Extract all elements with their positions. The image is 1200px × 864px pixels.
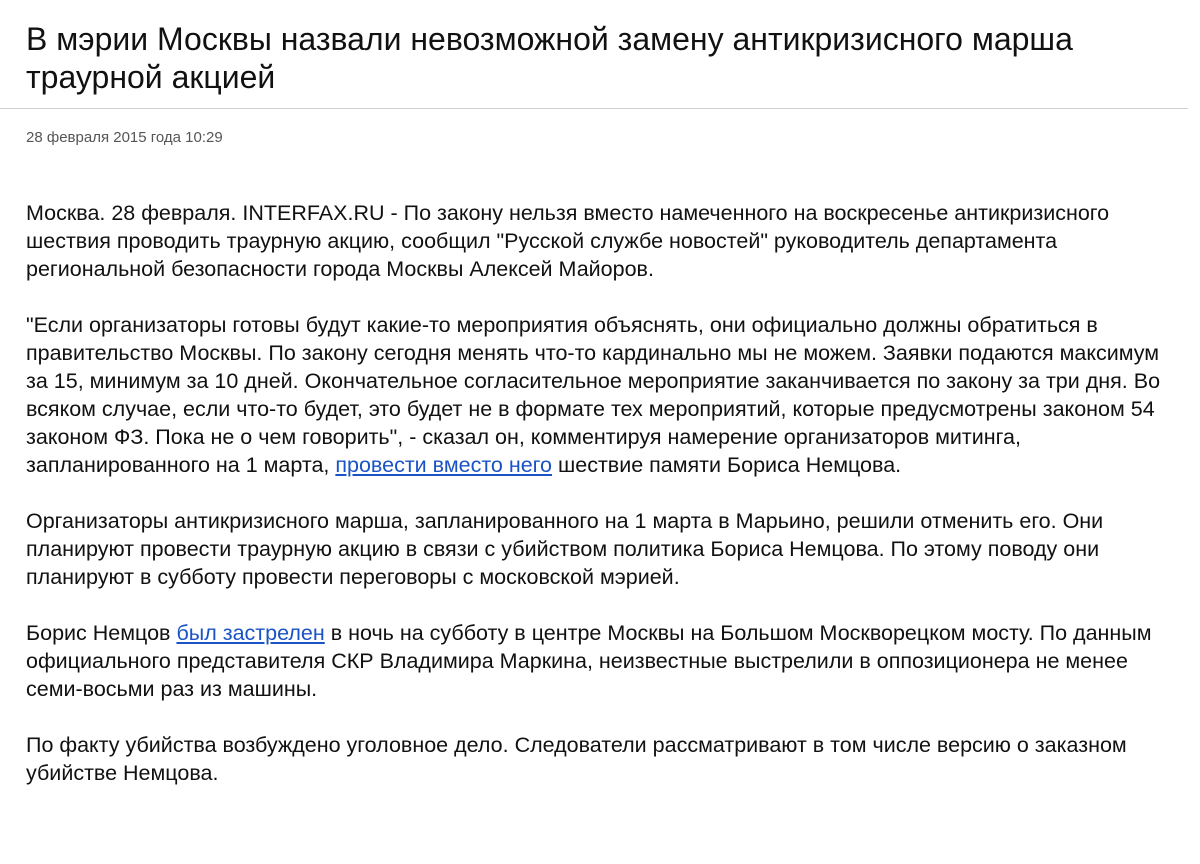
link-was-shot[interactable]: был застрелен <box>176 621 325 645</box>
paragraph-4-text-start: Борис Немцов <box>26 621 177 645</box>
article-body <box>26 199 1176 815</box>
paragraph-4-text-end: в ночь на субботу в центре Москвы на Большом Москворецком мосту. По данным официального представителя СКР Владимира Маркина, неизвестные выстрелили в оппозиционера не менее семи-восьми раз из машины. <box>26 621 1152 701</box>
paragraph-4 <box>26 619 1176 703</box>
paragraph-2-text-end: шествие памяти Бориса Немцова. <box>552 453 902 477</box>
paragraph-5: По факту убийства возбуждено уголовное дело. Следователи рассматривают в том числе версию о заказном убийстве Немцова. <box>26 733 1127 785</box>
link-instead-of-it[interactable]: провести вместо него <box>335 453 553 477</box>
article-date: 28 февраля 2015 года 10:29 <box>26 129 223 146</box>
paragraph-2 <box>26 311 1176 479</box>
paragraph-1: Москва. 28 февраля. INTERFAX.RU - По закону нельзя вместо намеченного на воскресенье антикризисного шествия проводить траурную акцию, сообщил "Русской службе новостей" руководитель департамента региональной безопасности города Москвы Алексей Майоров. <box>26 201 1110 281</box>
article-title: В мэрии Москвы назвали невозможной замену антикризисного марша траурной акцией <box>26 21 1073 95</box>
paragraph-3: Организаторы антикризисного марша, запланированного на 1 марта в Марьино, решили отменить его. Они планируют провести траурную акцию в связи с убийством политика Бориса Немцова. По этому поводу они планируют в субботу провести переговоры с московской мэрией. <box>26 509 1104 589</box>
paragraph-2-text-start: "Если организаторы готовы будут какие-то мероприятия объяснять, они официально должны обратиться в правительство Москвы. По закону сегодня менять что-то кардинально мы не можем. Заявки подаются максимум за 15, минимум за 10 дней. Окончательное согласительное мероприятие заканчивается по закону за три дня. Во всяком случае, если что-то будет, это будет не в формате тех мероприятий, которые предусмотрены законом 54 законом ФЗ. Пока не о чем говорить", - сказал он, комментируя намерение организаторов митинга, запланированного на 1 марта, <box>26 313 1161 477</box>
article-header <box>0 0 1188 109</box>
